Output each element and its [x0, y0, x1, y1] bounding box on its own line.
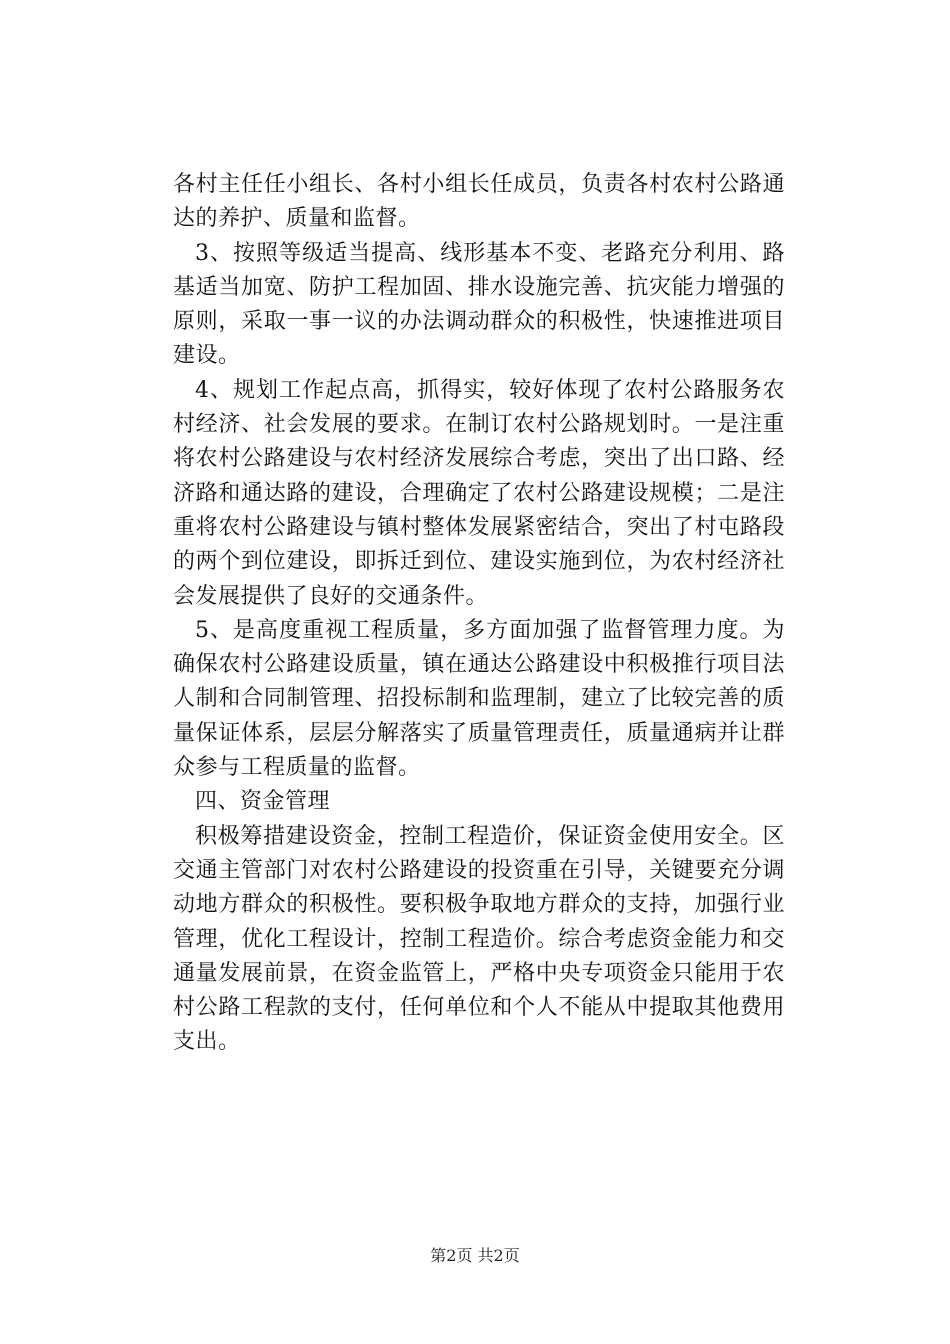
document-body: [173, 168, 785, 1060]
section-heading-funds: 四、资金管理: [195, 789, 331, 815]
paragraph-item-4: 4、规划工作起点高，抓得实，较好体现了农村公路服务农村经济、社会发展的要求。在制订农村公路规划时。一是注重将农村公路建设与农村经济发展综合考虑，突出了出口路、经济路和通达路的建设，合理确定了农村公路建设规模；二是注重将农村公路建设与镇村整体发展紧密结合，突出了村屯路段的两个到位建设，即拆迁到位、建设实施到位，为农村经济社会发展提供了良好的交通条件。: [173, 377, 785, 609]
paragraph-item-5: 5、是高度重视工程质量，多方面加强了监督管理力度。为确保农村公路建设质量，镇在通达公路建设中积极推行项目法人制和合同制管理、招投标制和监理制，建立了比较完善的质量保证体系，层层分解落实了质量管理责任，质量通病并让群众参与工程质量的监督。: [173, 617, 785, 781]
paragraph-continuation: 各村主任任小组长、各村小组长任成员，负责各村农村公路通达的养护、质量和监督。: [173, 172, 785, 232]
paragraph-funds: 积极筹措建设资金，控制工程造价，保证资金使用安全。区交通主管部门对农村公路建设的投资重在引导，关键要充分调动地方群众的积极性。要积极争取地方群众的支持，加强行业管理，优化工程设计，控制工程造价。综合考虑资金能力和交通量发展前景，在资金监管上，严格中央专项资金只能用于农村公路工程款的支付，任何单位和个人不能从中提取其他费用支出。: [173, 823, 785, 1055]
page-footer: 第2页 共2页: [430, 1246, 520, 1265]
paragraph-item-3: 3、按照等级适当提高、线形基本不变、老路充分利用、路基适当加宽、防护工程加固、排水设施完善、抗灾能力增强的原则，采取一事一议的办法调动群众的积极性，快速推进项目建设。: [173, 240, 785, 369]
